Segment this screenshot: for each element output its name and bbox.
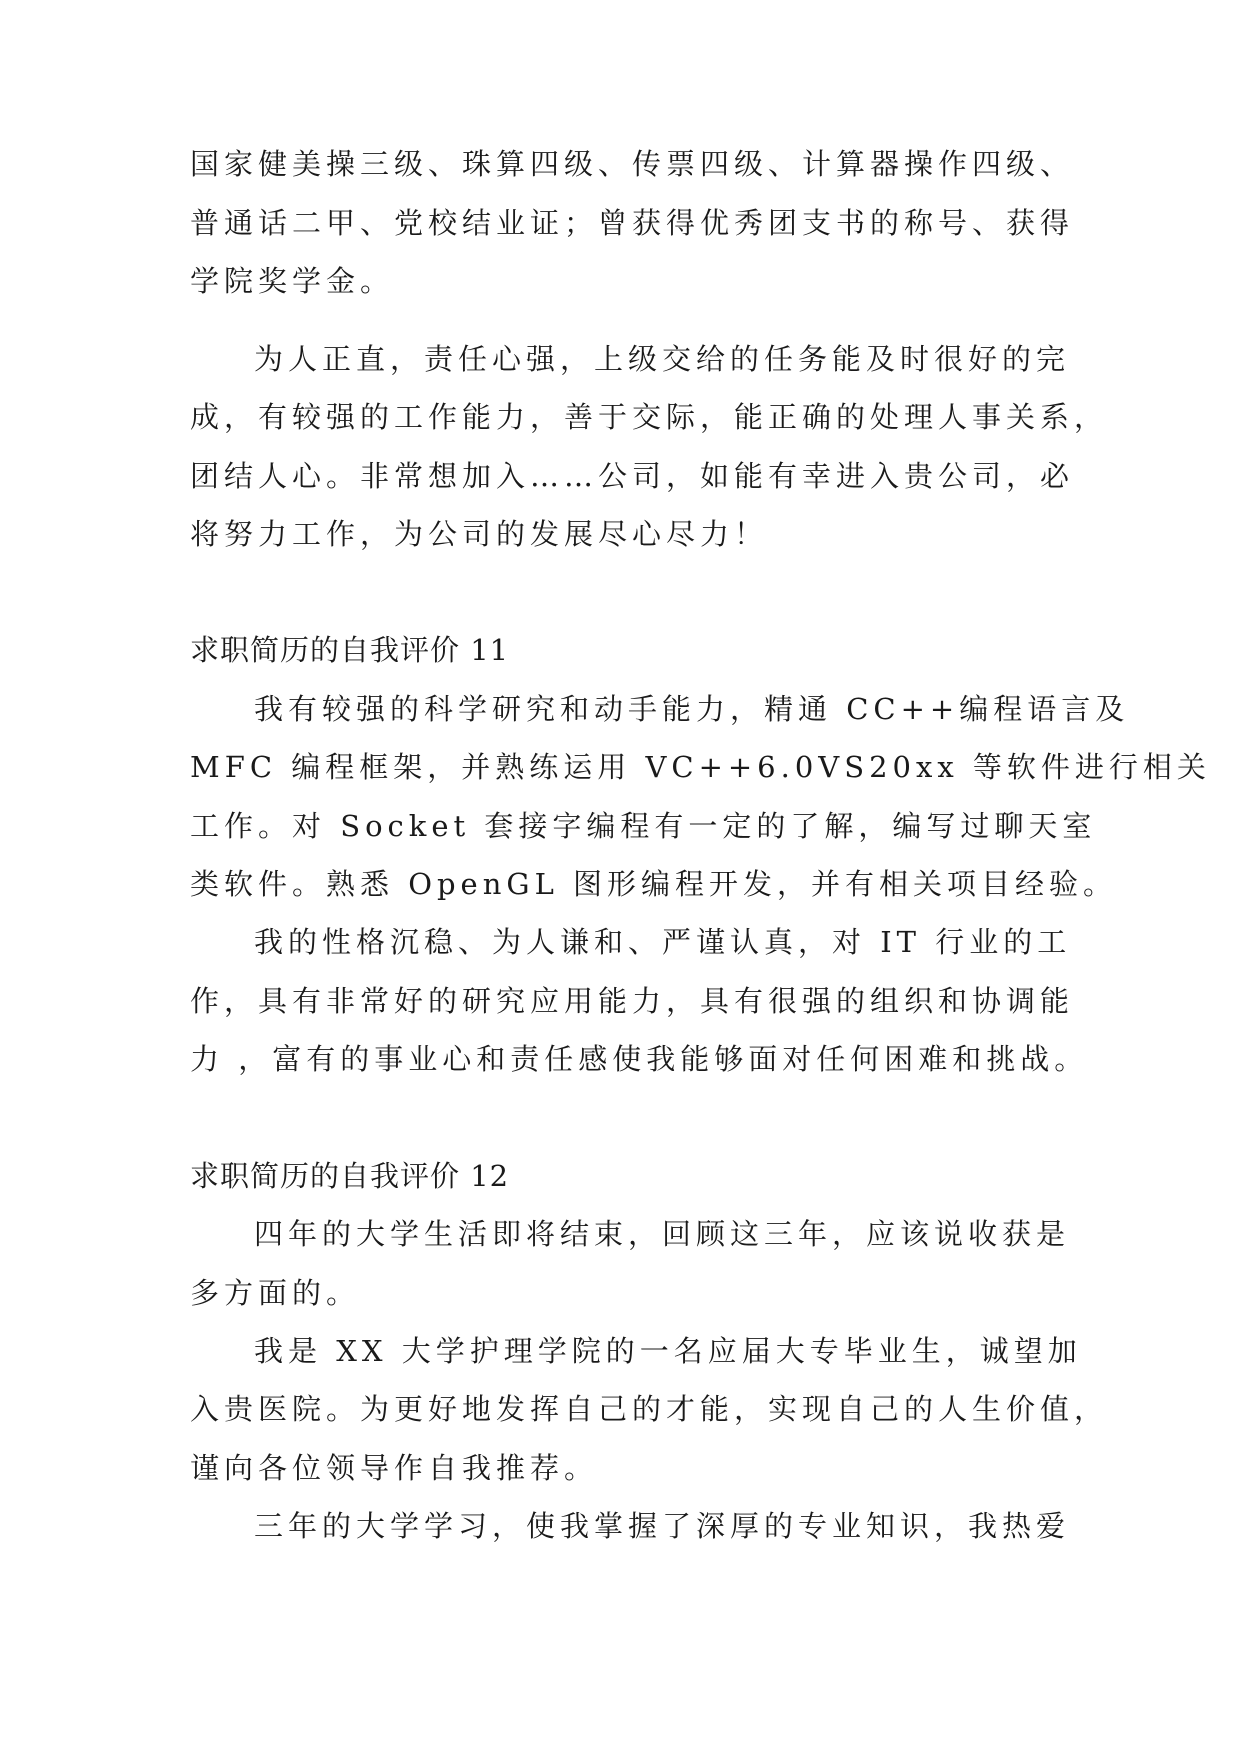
body-line: 谨向各位领导作自我推荐。: [190, 1451, 599, 1485]
body-line: 我是 XX 大学护理学院的一名应届大专毕业生，诚望加: [254, 1334, 1082, 1368]
body-line: 学院奖学金。: [190, 264, 395, 298]
body-line: 多方面的。: [190, 1276, 361, 1310]
body-line: 入贵医院。为更好地发挥自己的才能，实现自己的人生价值，: [190, 1392, 1109, 1426]
body-line: 四年的大学生活即将结束，回顾这三年，应该说收获是: [254, 1217, 1071, 1251]
body-line: 我有较强的科学研究和动手能力，精通 CC++编程语言及: [254, 692, 1130, 726]
body-line: 普通话二甲、党校结业证；曾获得优秀团支书的称号、获得: [190, 206, 1075, 240]
section-heading: 求职简历的自我评价 11: [190, 633, 510, 667]
body-line: 为人正直，责任心强，上级交给的任务能及时很好的完: [254, 342, 1071, 376]
body-line: MFC 编程框架，并熟练运用 VC++6.0VS20xx 等软件进行相关: [190, 750, 1211, 784]
body-line: 成，有较强的工作能力，善于交际，能正确的处理人事关系，: [190, 400, 1109, 434]
body-line: 工作。对 Socket 套接字编程有一定的了解，编写过聊天室: [190, 809, 1097, 843]
body-line: 团结人心。非常想加入……公司，如能有幸进入贵公司，必: [190, 459, 1075, 493]
body-line: 类软件。熟悉 OpenGL 图形编程开发，并有相关项目经验。: [190, 867, 1118, 901]
body-line: 作，具有非常好的研究应用能力，具有很强的组织和协调能: [190, 984, 1075, 1018]
body-line: 三年的大学学习，使我掌握了深厚的专业知识，我热爱: [254, 1509, 1071, 1543]
body-line: 将努力工作，为公司的发展尽心尽力！: [190, 517, 769, 551]
section-heading: 求职简历的自我评价 12: [190, 1159, 510, 1193]
body-line: 力 ，富有的事业心和责任感使我能够面对任何困难和挑战。: [190, 1042, 1089, 1076]
body-line: 我的性格沉稳、为人谦和、严谨认真，对 IT 行业的工: [254, 925, 1072, 959]
body-line: 国家健美操三级、珠算四级、传票四级、计算器操作四级、: [190, 147, 1075, 181]
